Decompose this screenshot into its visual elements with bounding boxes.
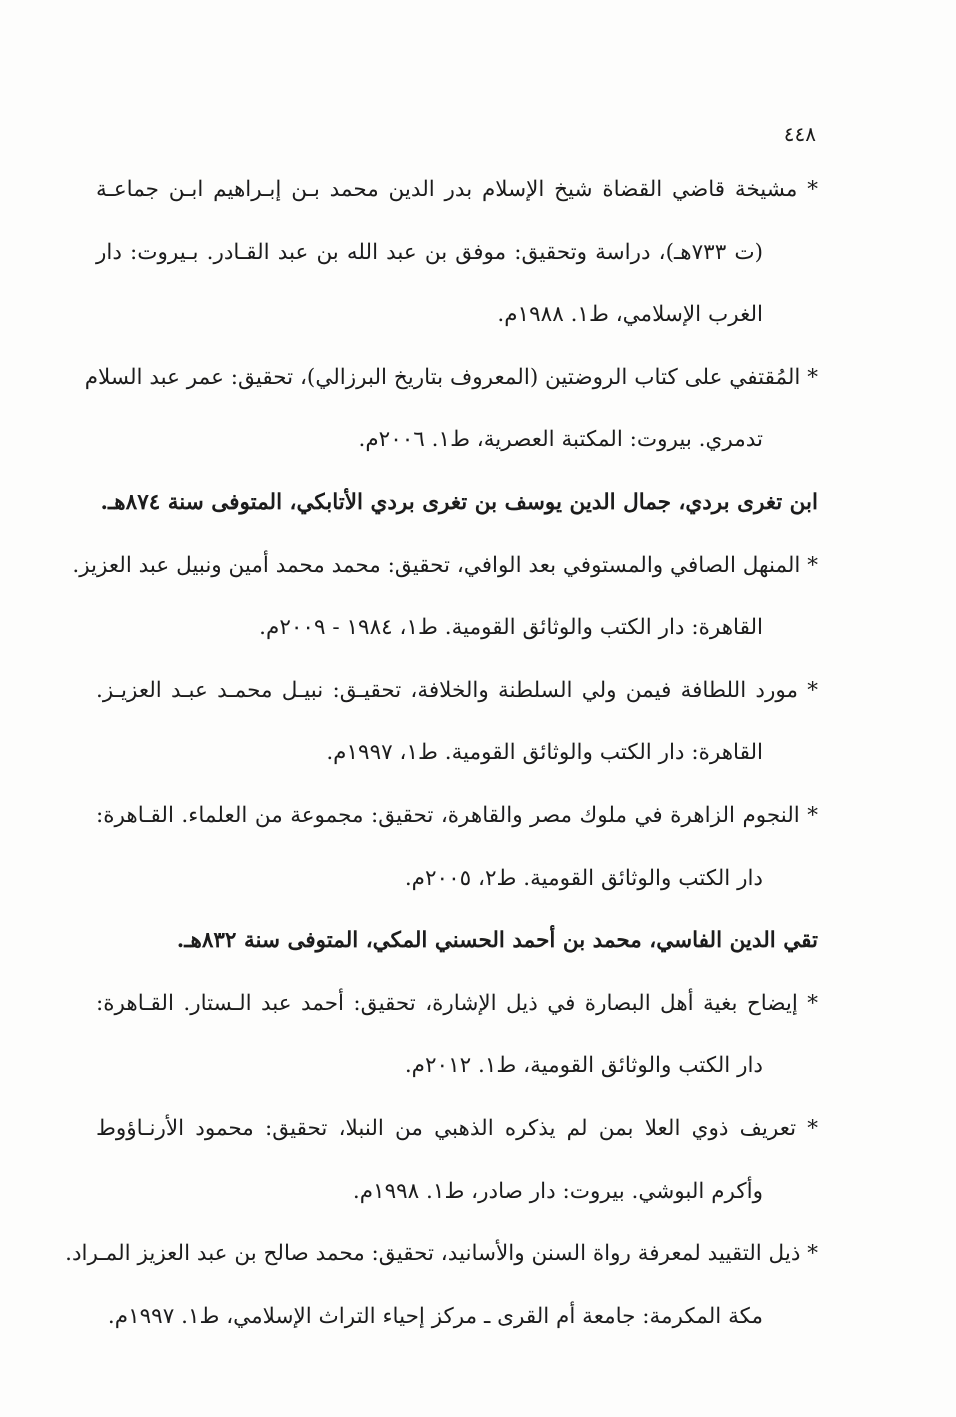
bibliography-entry-line: * مورد اللطافة فيمن ولي السلطنة والخلافة، تحقيـق: نبيـل محمـد عبـد العزيـز.: [96, 677, 818, 703]
bibliography-continuation-line: دار الكتب والوثائق القومية. ط٢، ٢٠٠٥م.: [404, 865, 763, 891]
bibliography-entry-line: * المُقتفي على كتاب الروضتين (المعروف بتاريخ البرزالي)، تحقيق: عمر عبد السلام: [84, 364, 818, 390]
bibliography-continuation-line: القاهرة: دار الكتب والوثائق القومية. ط١، ١٩٩٧م.: [326, 740, 763, 766]
author-heading: ابن تغرى بردي، جمال الدين يوسف بن تغرى بردي الأتابكي، المتوفى سنة ٨٧٤هـ.: [100, 490, 818, 515]
bibliography-entry-line: * تعريف ذوي العلا بمن لم يذكره الذهبي من النبلا، تحقيق: محمود الأرنـاؤوط: [96, 1116, 818, 1141]
bibliography-entry-line: * ذيل التقييد لمعرفة رواة السنن والأسانيد، تحقيق: محمد صالح بن عبد العزيز المـراد.: [65, 1241, 818, 1267]
bibliography-entry-line: * المنهل الصافي والمستوفي بعد الوافي، تحقيق: محمد محمد أمين ونبيل عبد العزيز.: [72, 552, 818, 578]
bibliography-continuation-line: دار الكتب والوثائق القومية، ط١. ٢٠١٢م.: [404, 1053, 763, 1079]
author-heading: تقي الدين الفاسي، محمد بن أحمد الحسني المكي، المتوفى سنة ٨٣٢هـ.: [176, 928, 818, 954]
bibliography-continuation-line: وأكرم البوشي. بيروت: دار صادر، ط١. ١٩٩٨م.: [352, 1178, 763, 1204]
bibliography-continuation-line: الغرب الإسلامي، ط١. ١٩٨٨م.: [497, 302, 763, 328]
bibliography-continuation-line: مكة المكرمة: جامعة أم القرى ـ مركز إحياء التراث الإسلامي، ط١. ١٩٩٧م.: [107, 1303, 763, 1329]
bibliography-continuation-line: (ت ٧٣٣هـ)، دراسة وتحقيق: موفق بن عبد الله بن عبد القـادر. بـيروت: دار: [96, 239, 763, 265]
bibliography-entry-line: * النجوم الزاهرة في ملوك مصر والقاهرة، تحقيق: مجموعة من العلماء. القـاهرة:: [96, 803, 818, 828]
page-number: ٤٤٨: [783, 122, 816, 146]
bibliography-continuation-line: تدمري. بيروت: المكتبة العصرية، ط١. ٢٠٠٦م.: [358, 427, 763, 453]
bibliography-continuation-line: القاهرة: دار الكتب والوثائق القومية. ط١، ١٩٨٤ - ٢٠٠٩م.: [259, 615, 763, 641]
bibliography-entry-line: * إيضاح بغية أهل البصارة في ذيل الإشارة، تحقيق: أحمد عبد الـستار. القـاهرة:: [96, 990, 818, 1016]
bibliography-entry-line: * مشيخة قاضي القضاة شيخ الإسلام بدر الدين محمد بـن إبـراهيم ابـن جماعـة: [96, 177, 818, 202]
